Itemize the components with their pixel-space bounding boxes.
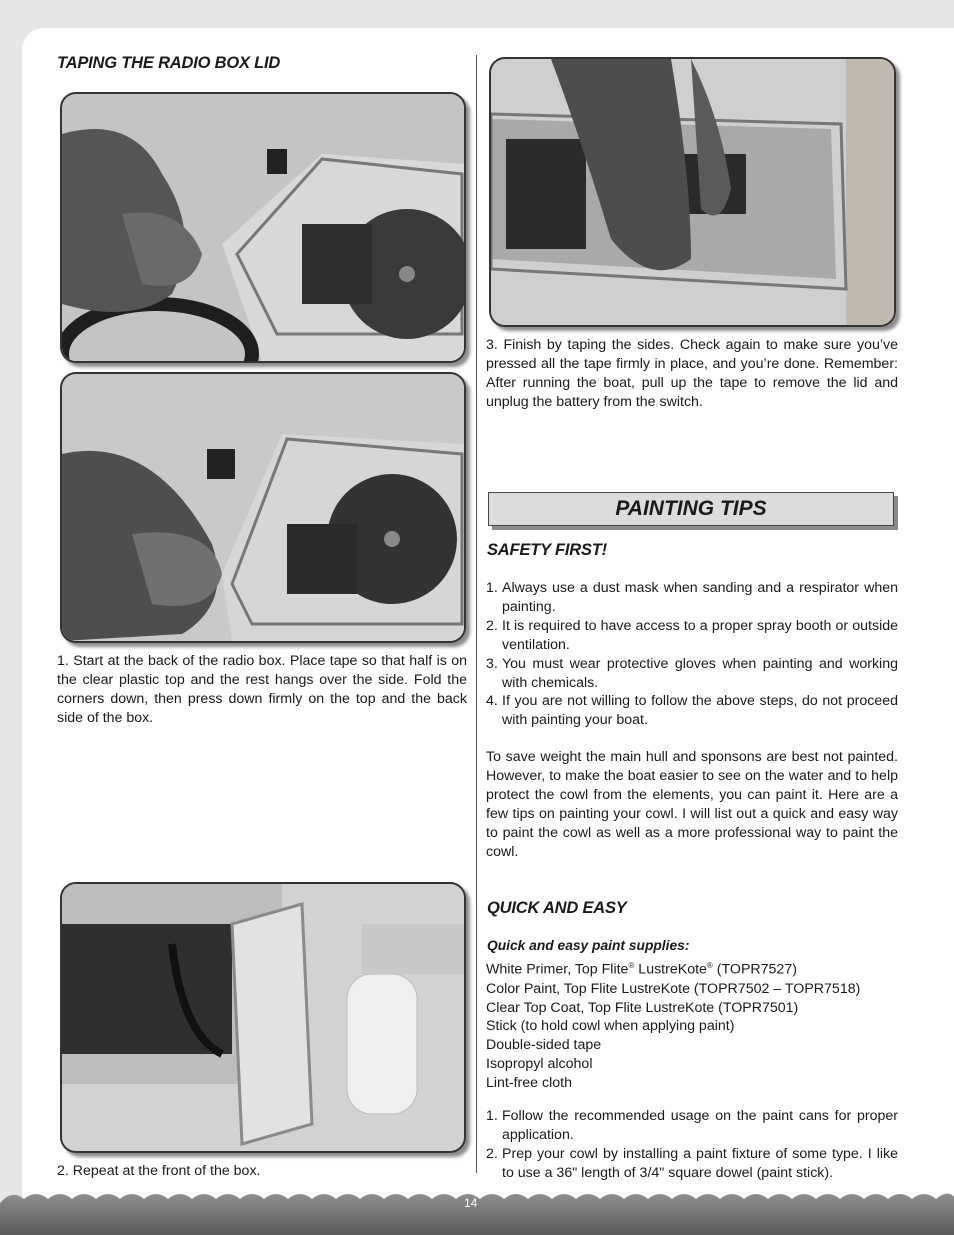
painting-intro-text: To save weight the main hull and sponsons are best not painted. However, to make the boat easier to see on the water and to help protect the cowl from the elements, you can paint it. Here are a few tips on painting your cowl. I will list out a quick and easy way to paint the cowl as well as a more professional way to paint the cowl. bbox=[486, 749, 898, 860]
column-divider bbox=[476, 55, 477, 1173]
registered-mark: ® bbox=[706, 961, 713, 970]
list-item bbox=[486, 655, 898, 693]
supply-item bbox=[486, 957, 860, 980]
list-item bbox=[486, 617, 898, 655]
item-number: 1. bbox=[486, 1108, 498, 1124]
section-heading-taping: TAPING THE RADIO BOX LID bbox=[57, 54, 281, 72]
step-3-text: 3. Finish by taping the sides. Check again to make sure you’ve pressed all the tape firmly in place, and you’re done. Remember: After running the boat, pull up the tape to remove the lid and unplug the battery from the switch. bbox=[486, 337, 898, 410]
item-number: 2. bbox=[486, 1145, 498, 1162]
quick-steps-list bbox=[486, 1107, 898, 1183]
item-text: Prep your cowl by installing a paint fixture of some type. I like to use a 36" length of 3/4" square dowel (paint stick). bbox=[502, 1145, 898, 1181]
supply-text: (TOPR7527) bbox=[712, 961, 797, 978]
supply-text: LustreKote bbox=[634, 961, 707, 978]
item-text: You must wear protective gloves when painting and working with chemicals. bbox=[502, 655, 898, 691]
supply-text: White Primer, Top Flite bbox=[486, 961, 629, 978]
photo-taping-corners bbox=[60, 372, 466, 643]
registered-mark: ® bbox=[628, 961, 635, 970]
supply-item: Double-sided tape bbox=[486, 1037, 602, 1054]
item-number: 1. bbox=[486, 580, 498, 596]
supplies-heading: Quick and easy paint supplies: bbox=[487, 938, 690, 953]
supply-item: Color Paint, Top Flite LustreKote (TOPR7502 – TOPR7518) bbox=[486, 980, 861, 997]
supply-item: Clear Top Coat, Top Flite LustreKote (TOPR7501) bbox=[486, 999, 799, 1016]
supply-item: Stick (to hold cowl when applying paint) bbox=[486, 1018, 735, 1035]
item-number: 3. bbox=[486, 655, 498, 672]
item-number: 4. bbox=[486, 693, 498, 710]
supplies-list bbox=[486, 957, 860, 1093]
photo-taping-sides bbox=[489, 57, 896, 327]
step-1-text: 1. Start at the back of the radio box. Place tape so that half is on the clear plastic top and the rest hangs over the side. Fold the corners down, then press down firmly on the top and the back side of the box. bbox=[57, 653, 467, 726]
page-number: 14 bbox=[464, 1196, 478, 1210]
list-item bbox=[486, 1145, 898, 1183]
quick-and-easy-heading: QUICK AND EASY bbox=[487, 899, 627, 917]
list-item bbox=[486, 1107, 898, 1145]
photo-taping-front bbox=[60, 882, 466, 1153]
list-item bbox=[486, 692, 898, 730]
footer-wave-band bbox=[0, 1185, 954, 1235]
item-number: 2. bbox=[486, 617, 498, 634]
safety-first-heading: SAFETY FIRST! bbox=[487, 541, 607, 559]
safety-list bbox=[486, 579, 898, 730]
item-text: Follow the recommended usage on the paint cans for proper application. bbox=[502, 1108, 898, 1143]
item-text: If you are not willing to follow the above steps, do not proceed with painting your boat. bbox=[502, 693, 898, 729]
step-2-text: 2. Repeat at the front of the box. bbox=[57, 1163, 261, 1179]
item-text: It is required to have access to a proper spray booth or outside ventilation. bbox=[502, 617, 898, 653]
painting-tips-banner: PAINTING TIPS bbox=[488, 492, 894, 526]
item-text: Always use a dust mask when sanding and a respirator when painting. bbox=[502, 580, 898, 615]
supply-item: Lint-free cloth bbox=[486, 1075, 572, 1092]
list-item bbox=[486, 579, 898, 617]
supply-item: Isopropyl alcohol bbox=[486, 1056, 593, 1073]
photo-taping-back bbox=[60, 92, 466, 363]
